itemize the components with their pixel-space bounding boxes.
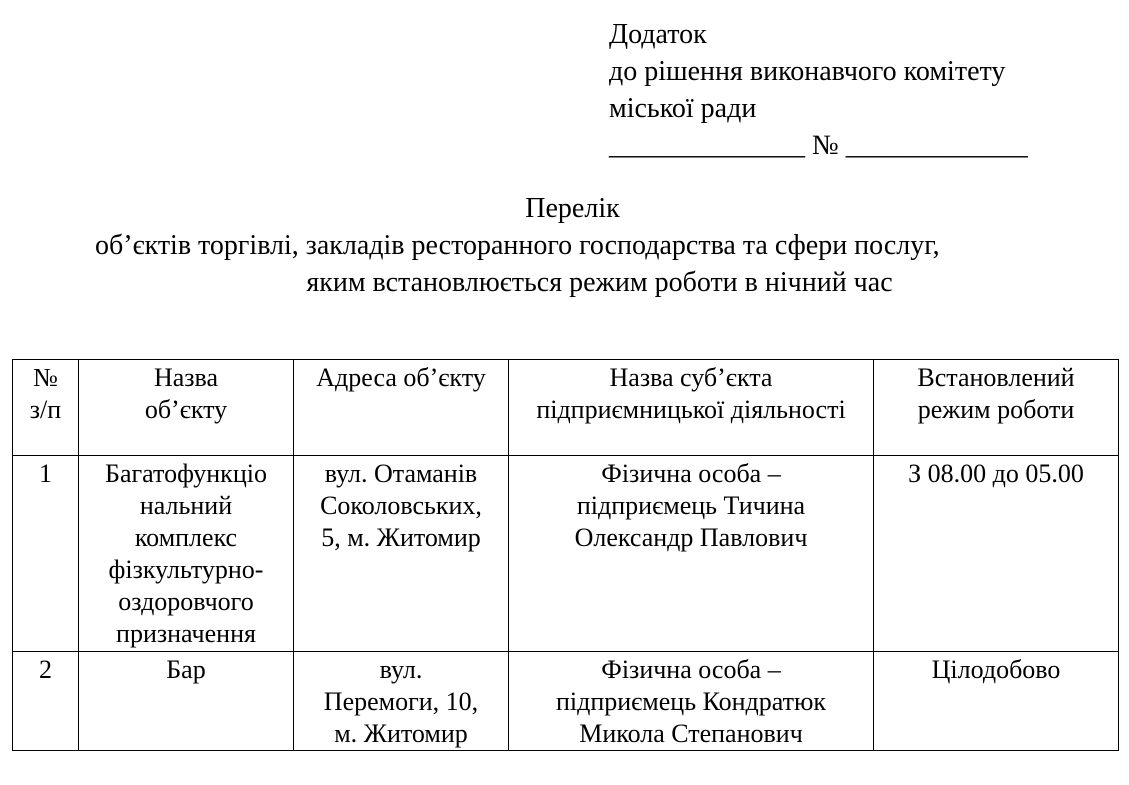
title-line-1: Перелік: [525, 193, 620, 224]
table-row: [13, 652, 1119, 751]
row-address: вул. Перемоги, 10, м. Житомир: [294, 652, 509, 751]
row-object-name: Багатофункціо нальний комплекс фізкультурно- оздоровчого призначення: [79, 456, 294, 652]
table-header-row: [13, 360, 1119, 456]
header-working-hours: Встановлений режим роботи: [874, 360, 1119, 456]
title-line-2: об’єктів торгівлі, закладів ресторанного господарства та сфери послуг,: [95, 230, 940, 261]
row-working-hours: Цілодобово: [874, 652, 1119, 751]
objects-table: [12, 359, 1119, 751]
header-number: № з/п: [13, 360, 79, 456]
appendix-block: [609, 16, 1119, 164]
header-address: Адреса об’єкту: [294, 360, 509, 456]
row-business-subject: Фізична особа – підприємець Кондратюк Микола Степанович: [509, 652, 874, 751]
header-business-subject: Назва суб’єкта підприємницької діяльності: [509, 360, 874, 456]
row-working-hours: З 08.00 до 05.00: [874, 456, 1119, 652]
appendix-date-number: ______________ № _____________: [609, 130, 1028, 161]
header-object-name: Назва об’єкту: [79, 360, 294, 456]
table-row: [13, 456, 1119, 652]
appendix-decision: до рішення виконавчого комітету: [609, 56, 1006, 87]
appendix-council: міської ради: [609, 93, 757, 124]
row-number: 1: [13, 456, 79, 652]
title-line-3: яким встановлюється режим роботи в нічний час: [306, 267, 893, 298]
appendix-title: Додаток: [609, 19, 707, 50]
row-object-name: Бар: [79, 652, 294, 751]
row-number: 2: [13, 652, 79, 751]
row-address: вул. Отаманів Соколовських, 5, м. Житомир: [294, 456, 509, 652]
row-business-subject: Фізична особа – підприємець Тичина Олександр Павлович: [509, 456, 874, 652]
